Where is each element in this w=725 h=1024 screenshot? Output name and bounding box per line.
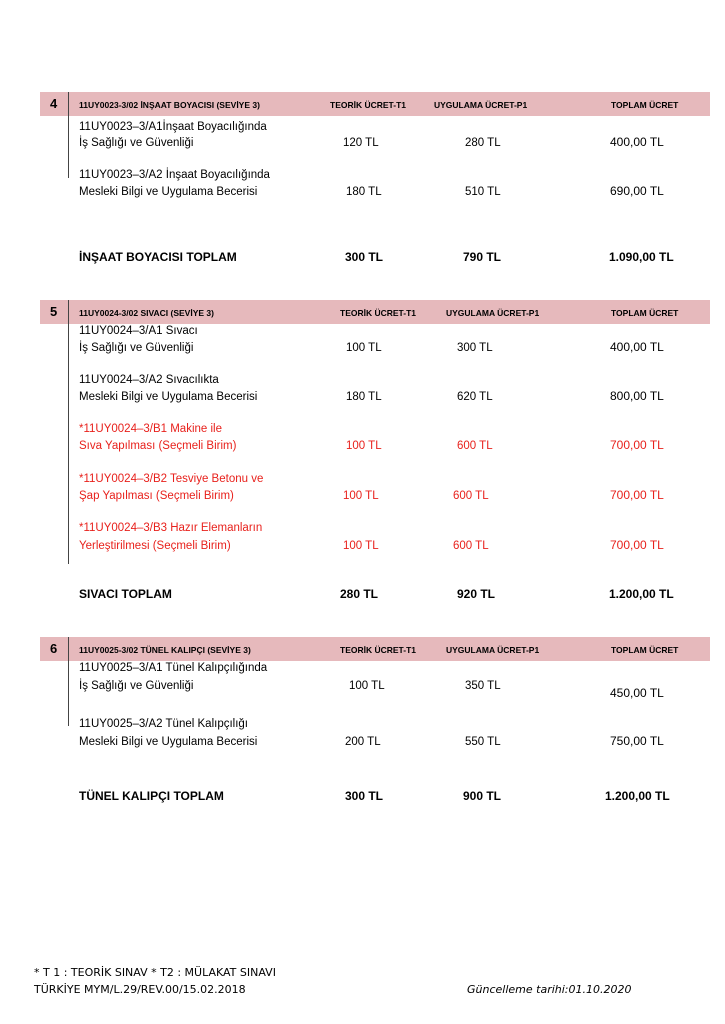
total-fee: 690,00 TL — [610, 184, 664, 198]
total-fee: 400,00 TL — [610, 135, 664, 149]
theory-fee: 200 TL — [345, 736, 381, 748]
column-header-practice: UYGULAMA ÜCRET-P1 — [434, 100, 528, 110]
practice-fee: 280 TL — [465, 137, 501, 149]
total-fee: 700,00 TL — [610, 538, 664, 552]
section-title: 11UY0024-3/02 SIVACI (SEVİYE 3) — [79, 308, 214, 318]
theory-fee: 120 TL — [343, 137, 379, 149]
total-fee: 700,00 TL — [610, 438, 664, 452]
column-header-practice: UYGULAMA ÜCRET-P1 — [446, 645, 540, 655]
section-total-sum: 1.090,00 TL — [609, 250, 674, 264]
section-total-label: İNŞAAT BOYACISI TOPLAM — [79, 250, 237, 264]
practice-fee: 600 TL — [453, 490, 489, 502]
unit-name-line-1: *11UY0024–3/B1 Makine ile — [79, 423, 222, 435]
unit-name-line-2: Yerleştirilmesi (Seçmeli Birim) — [79, 540, 231, 552]
unit-name-line-1: 11UY0023–3/A2 İnşaat Boyacılığında — [79, 169, 270, 181]
section-total-label: TÜNEL KALIPÇI TOPLAM — [79, 789, 224, 803]
column-header-total: TOPLAM ÜCRET — [611, 100, 679, 110]
practice-fee: 300 TL — [457, 342, 493, 354]
practice-fee: 550 TL — [465, 736, 501, 748]
column-header-theory: TEORİK ÜCRET-T1 — [340, 308, 417, 318]
unit-name-line-1: 11UY0025–3/A1 Tünel Kalıpçılığında — [79, 662, 268, 674]
practice-fee: 600 TL — [453, 540, 489, 552]
section-total-label: SIVACI TOPLAM — [79, 587, 172, 601]
column-header-theory: TEORİK ÜCRET-T1 — [330, 100, 407, 110]
unit-name-line-1: 11UY0024–3/A2 Sıvacılıkta — [79, 374, 219, 386]
practice-fee: 620 TL — [457, 391, 493, 403]
unit-name-line-2: İş Sağlığı ve Güvenliği — [79, 680, 194, 692]
footer-legend: * T 1 : TEORİK SINAV * T2 : MÜLAKAT SINAVI — [34, 966, 276, 979]
section-total-practice: 920 TL — [457, 587, 496, 601]
section-4-left-rule — [68, 116, 69, 178]
practice-fee: 510 TL — [465, 186, 501, 198]
theory-fee: 100 TL — [349, 680, 385, 692]
unit-name-line-1: *11UY0024–3/B3 Hazır Elemanların — [79, 522, 263, 534]
total-fee: 750,00 TL — [610, 734, 664, 748]
unit-name-line-2: Sıva Yapılması (Seçmeli Birim) — [79, 440, 237, 452]
theory-fee: 180 TL — [346, 186, 382, 198]
theory-fee: 100 TL — [343, 490, 379, 502]
section-title: 11UY0025-3/02 TÜNEL KALIPÇI (SEVİYE 3) — [79, 645, 251, 655]
unit-name-line-1: *11UY0024–3/B2 Tesviye Betonu ve — [79, 473, 264, 485]
section-title: 11UY0023-3/02 İNŞAAT BOYACISI (SEVİYE 3) — [79, 100, 260, 110]
unit-name-line-2: Şap Yapılması (Seçmeli Birim) — [79, 490, 234, 502]
section-total-theory: 300 TL — [345, 250, 384, 264]
section-total-sum: 1.200,00 TL — [609, 587, 674, 601]
practice-fee: 350 TL — [465, 680, 501, 692]
theory-fee: 100 TL — [346, 342, 382, 354]
practice-fee: 600 TL — [457, 440, 493, 452]
footer-update-date: Güncelleme tarihi:01.10.2020 — [467, 983, 632, 996]
theory-fee: 100 TL — [343, 540, 379, 552]
section-6-left-rule — [68, 661, 69, 726]
section-number: 4 — [50, 96, 58, 111]
section-6-header-divider — [68, 637, 69, 661]
unit-name-line-1: 11UY0025–3/A2 Tünel Kalıpçılığı — [79, 718, 248, 730]
unit-name-line-1: 11UY0024–3/A1 Sıvacı — [79, 325, 198, 337]
column-header-total: TOPLAM ÜCRET — [611, 645, 679, 655]
total-fee: 400,00 TL — [610, 340, 664, 354]
column-header-theory: TEORİK ÜCRET-T1 — [340, 645, 417, 655]
section-4-header-divider — [68, 92, 69, 116]
section-5-left-rule — [68, 324, 69, 564]
footer-doc-code: TÜRKİYE MYM/L.29/REV.00/15.02.2018 — [34, 983, 246, 996]
unit-name-line-2: Mesleki Bilgi ve Uygulama Becerisi — [79, 736, 258, 748]
column-header-practice: UYGULAMA ÜCRET-P1 — [446, 308, 540, 318]
section-total-practice: 790 TL — [463, 250, 502, 264]
section-total-practice: 900 TL — [463, 789, 502, 803]
unit-name-line-2: İş Sağlığı ve Güvenliği — [79, 137, 194, 149]
section-total-theory: 300 TL — [345, 789, 384, 803]
unit-name-line-2: İş Sağlığı ve Güvenliği — [79, 342, 194, 354]
section-number: 5 — [50, 304, 58, 319]
unit-name-line-1: 11UY0023–3/A1İnşaat Boyacılığında — [79, 121, 267, 133]
section-number: 6 — [50, 641, 58, 656]
theory-fee: 100 TL — [346, 440, 382, 452]
total-fee: 800,00 TL — [610, 389, 664, 403]
total-fee: 700,00 TL — [610, 488, 664, 502]
theory-fee: 180 TL — [346, 391, 382, 403]
unit-name-line-2: Mesleki Bilgi ve Uygulama Becerisi — [79, 186, 258, 198]
section-total-sum: 1.200,00 TL — [605, 789, 670, 803]
total-fee: 450,00 TL — [610, 686, 664, 700]
unit-name-line-2: Mesleki Bilgi ve Uygulama Becerisi — [79, 391, 258, 403]
section-5-header-divider — [68, 300, 69, 324]
column-header-total: TOPLAM ÜCRET — [611, 308, 679, 318]
section-total-theory: 280 TL — [340, 587, 379, 601]
